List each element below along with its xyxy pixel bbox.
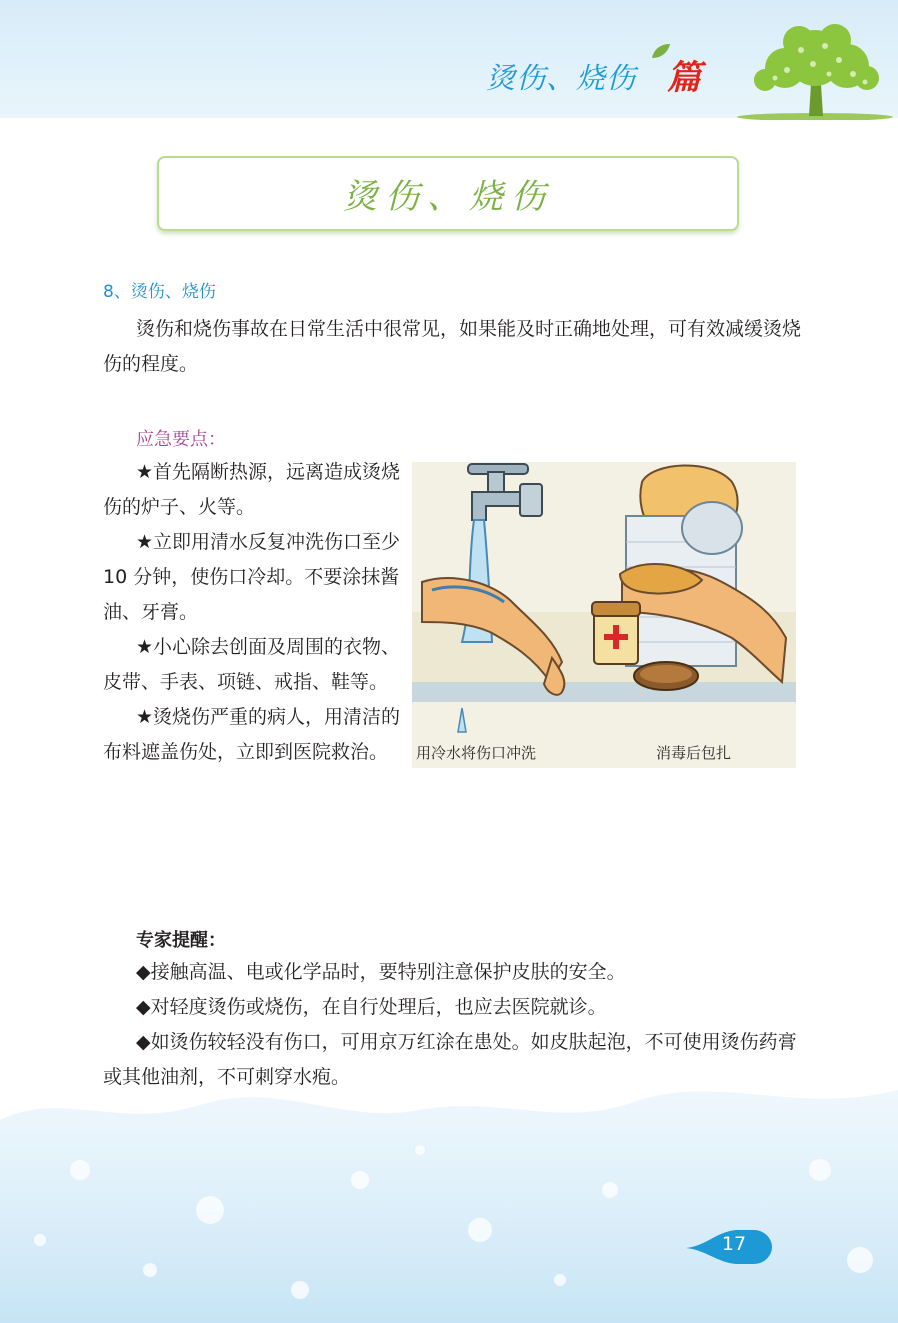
emergency-heading: 应急要点： xyxy=(136,429,226,450)
expert-item: ◆接触高温、电或化学品时，要特别注意保护皮肤的安全。 xyxy=(136,961,626,983)
header-accent: 篇 xyxy=(667,58,701,98)
emergency-item: ★首先隔断热源，远离造成烫烧伤的炉子、火等。 xyxy=(103,461,401,518)
emergency-item: ★烫烧伤严重的病人，用清洁的布料遮盖伤处，立即到医院救治。 xyxy=(103,706,401,763)
first-aid-illustration xyxy=(412,462,796,768)
expert-item: ◆对轻度烫伤或烧伤，在自行处理后，也应去医院就诊。 xyxy=(136,996,607,1018)
decorative-water-splash xyxy=(0,1060,898,1323)
tree-icon xyxy=(735,20,895,120)
ointment-jar-icon xyxy=(592,602,640,664)
expert-item: ◆如烫伤较轻没有伤口，可用京万红涂在患处。如皮肤起泡，不可使用烫伤药膏或其他油剂，不可刺穿水疱。 xyxy=(103,1031,797,1088)
expert-heading: 专家提醒： xyxy=(136,930,226,951)
section-heading: 8、烫伤、烧伤 xyxy=(103,282,216,302)
page-number: 17 xyxy=(721,1233,747,1255)
intro-paragraph: 烫伤和烧伤事故在日常生活中很常见，如果能及时正确地处理，可有效减缓烫烧伤的程度。 xyxy=(103,318,802,375)
chapter-title-box xyxy=(157,156,739,231)
expert-list xyxy=(103,955,803,1095)
emergency-list xyxy=(103,455,403,770)
chapter-title: 烫伤、烧伤 xyxy=(343,177,553,217)
illustration-caption-left: 用冷水将伤口冲洗 xyxy=(416,744,537,762)
emergency-item: ★立即用清水反复冲洗伤口至少10 分钟，使伤口冷却。不要涂抹酱油、牙膏。 xyxy=(103,531,401,623)
header-title: 烫伤、烧伤 xyxy=(486,61,637,95)
illustration-caption-right: 消毒后包扎 xyxy=(656,744,732,762)
leaf-icon xyxy=(650,42,672,60)
emergency-item: ★小心除去创面及周围的衣物、皮带、手表、项链、戒指、鞋等。 xyxy=(103,636,401,693)
